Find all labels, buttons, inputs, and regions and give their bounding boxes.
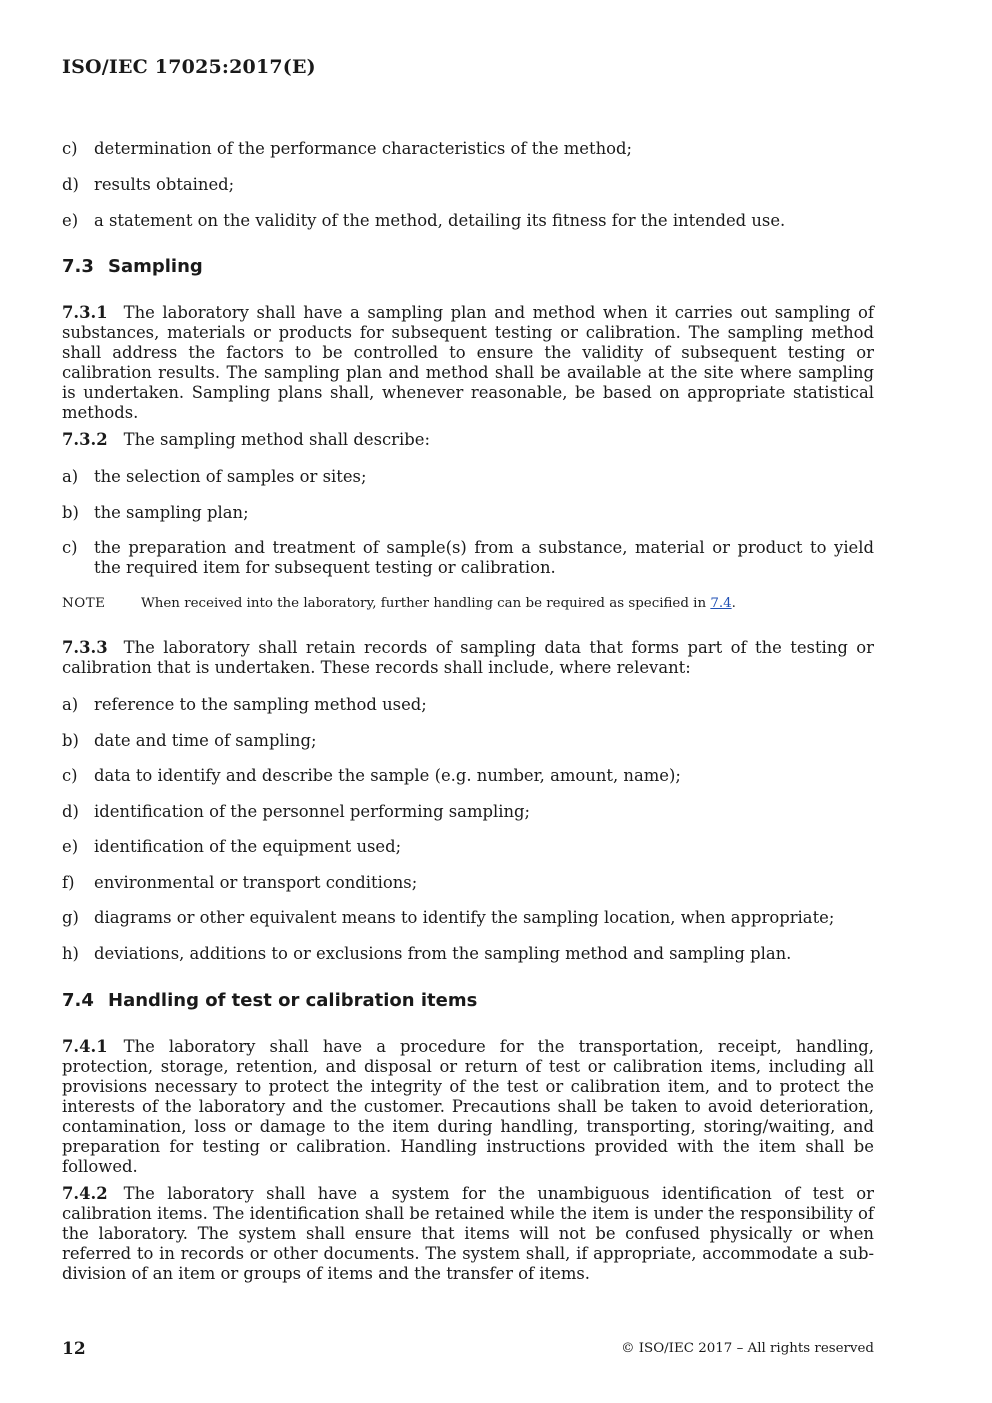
list-text: a statement on the validity of the method, detailing its fitness for the intended use. (94, 211, 786, 230)
note-label: NOTE (62, 596, 106, 611)
list-text: the selection of samples or sites; (94, 467, 367, 486)
list-label: d) (62, 802, 79, 821)
clause-number: 7.3.2 (62, 430, 108, 449)
section-title: Sampling (108, 256, 203, 277)
list-item (62, 873, 874, 893)
list-label: b) (62, 503, 79, 522)
clause-text: The sampling method shall describe: (123, 430, 430, 449)
list-text: the sampling plan; (94, 503, 249, 522)
list-label: a) (62, 467, 79, 486)
list-text: deviations, additions to or exclusions from the sampling method and sampling plan. (94, 944, 792, 963)
clause-number: 7.3.1 (62, 303, 108, 322)
list-text: identification of the equipment used; (94, 837, 402, 856)
list-text: the preparation and treatment of sample(s) from a substance, material or product to yield the required item for subsequent testing or calibration. (94, 538, 874, 577)
list-item (62, 211, 874, 231)
list-text: diagrams or other equivalent means to identify the sampling location, when appropriate; (94, 908, 835, 927)
list-label: c) (62, 139, 78, 158)
clause-number: 7.4.2 (62, 1184, 108, 1203)
list-label: c) (62, 538, 78, 557)
list-text: environmental or transport conditions; (94, 873, 418, 892)
list-item (62, 139, 874, 159)
list-item (62, 802, 874, 822)
clause-7-3-2 (62, 430, 874, 450)
list-item (62, 837, 874, 857)
note-text: When received into the laboratory, further handling can be required as specified in (141, 596, 711, 611)
list-label: a) (62, 695, 79, 714)
section-heading-7-3 (62, 256, 203, 277)
section-title: Handling of test or calibration items (108, 990, 478, 1011)
list-text: identification of the personnel performing sampling; (94, 802, 531, 821)
list-label: e) (62, 211, 79, 230)
list-item (62, 695, 874, 715)
clause-7-3-1 (62, 303, 874, 423)
cross-reference-link[interactable]: 7.4 (710, 596, 732, 611)
clause-7-4-1 (62, 1037, 874, 1177)
section-number: 7.3 (62, 256, 94, 277)
list-label: c) (62, 766, 78, 785)
list-item (62, 908, 874, 928)
list-label: b) (62, 731, 79, 750)
clause-text: The laboratory shall have a sampling plan and method when it carries out sampling of substances, materials or products for subsequent testing or calibration. The sampling method shall address the factors to be controlled to ensure the validity of subsequent testing or calibration results. The sampling plan and method shall be available at the site where sampling is undertaken. Sampling plans shall, whenever reasonable, be based on appropriate statistical methods. (62, 303, 874, 422)
note-end: . (731, 596, 736, 611)
list-label: f) (62, 873, 75, 892)
clause-text: The laboratory shall have a system for the unambiguous identification of test or calibration items. The identification shall be retained while the item is under the responsibility of the laboratory. The system shall ensure that items will not be confused physically or when referred to in records or other documents. The system shall, if appropriate, accommodate a sub-division of an item or groups of items and the transfer of items. (62, 1184, 874, 1283)
list-label: d) (62, 175, 79, 194)
list-text: data to identify and describe the sample (e.g. number, amount, name); (94, 766, 681, 785)
list-item (62, 944, 874, 964)
clause-7-3-3 (62, 638, 874, 678)
document-header: ISO/IEC 17025:2017(E) (62, 56, 316, 78)
list-text: determination of the performance characteristics of the method; (94, 139, 633, 158)
clause-text: The laboratory shall have a procedure for the transportation, receipt, handling, protection, storage, retention, and disposal or return of test or calibration items, including all provisions necessary to protect the integrity of the test or calibration item, and to protect the interests of the laboratory and the customer. Precautions shall be taken to avoid deterioration, contamination, loss or damage to the item during handling, transporting, storing/waiting, and preparation for testing or calibration. Handling instructions provided with the item shall be followed. (62, 1037, 874, 1176)
page-number: 12 (62, 1339, 86, 1359)
copyright-notice: © ISO/IEC 2017 – All rights reserved (621, 1341, 874, 1356)
clause-number: 7.3.3 (62, 638, 108, 657)
list-text: results obtained; (94, 175, 235, 194)
list-label: e) (62, 837, 79, 856)
list-label: h) (62, 944, 79, 963)
list-text: reference to the sampling method used; (94, 695, 427, 714)
clause-text: The laboratory shall retain records of sampling data that forms part of the testing or calibration that is undertaken. These records shall include, where relevant: (62, 638, 874, 677)
clause-number: 7.4.1 (62, 1037, 108, 1056)
clause-7-4-2 (62, 1184, 874, 1284)
list-item (62, 175, 874, 195)
section-number: 7.4 (62, 990, 94, 1011)
list-item (62, 503, 874, 523)
list-item (62, 538, 874, 578)
list-label: g) (62, 908, 79, 927)
list-item (62, 467, 874, 487)
section-heading-7-4 (62, 990, 477, 1011)
note (62, 595, 874, 613)
list-item (62, 766, 874, 786)
list-text: date and time of sampling; (94, 731, 317, 750)
list-item (62, 731, 874, 751)
